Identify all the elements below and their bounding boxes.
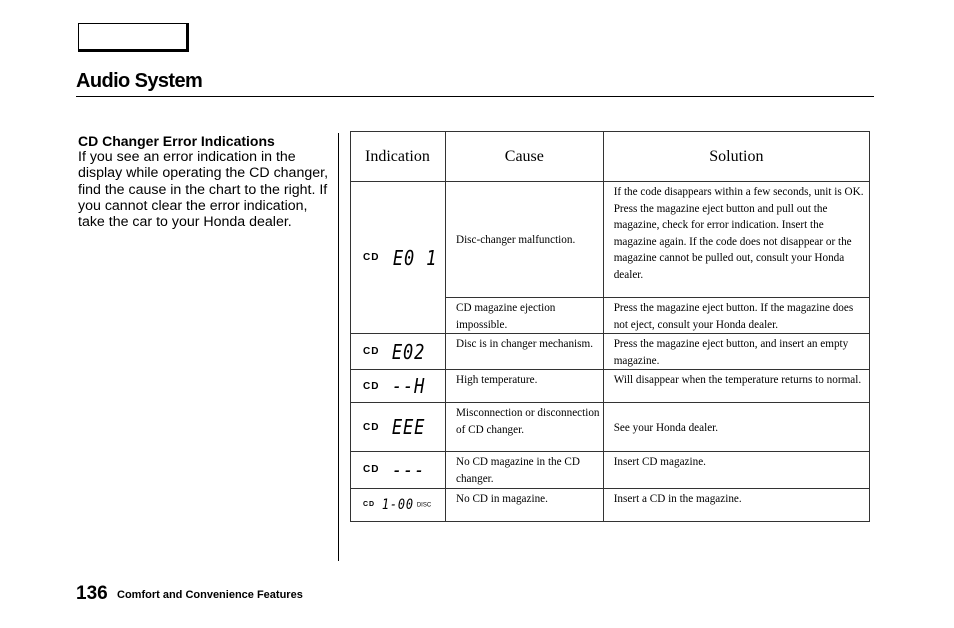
solution-cell: See your Honda dealer. bbox=[603, 403, 869, 452]
indication-cell bbox=[351, 334, 446, 370]
solution-cell: Press the magazine eject button, and insert an empty magazine. bbox=[603, 334, 869, 370]
title-divider bbox=[76, 96, 874, 97]
cause-cell: CD magazine ejection impossible. bbox=[445, 298, 603, 334]
section-subtitle: CD Changer Error Indications bbox=[78, 133, 275, 149]
cause-cell: Disc is in changer mechanism. bbox=[445, 334, 603, 370]
table-row bbox=[351, 334, 870, 370]
intro-paragraph: If you see an error indication in the display while operating the CD changer, find the cause in the chart to the right. If you cannot clear the error indication, take the car to your Honda dealer. bbox=[78, 149, 329, 231]
solution-cell: Insert a CD in the magazine. bbox=[603, 488, 869, 521]
indication-cell bbox=[351, 370, 446, 403]
table-row bbox=[351, 403, 870, 452]
table-row bbox=[351, 452, 870, 488]
indication-cell bbox=[351, 452, 446, 488]
table-header-row bbox=[351, 132, 870, 182]
column-divider bbox=[338, 133, 339, 561]
header-solution: Solution bbox=[603, 132, 869, 182]
cause-cell: No CD in magazine. bbox=[445, 488, 603, 521]
error-code: --- bbox=[392, 457, 426, 482]
solution-cell: Will disappear when the temperature returns to normal. bbox=[603, 370, 869, 403]
solution-cell: If the code disappears within a few seconds, unit is OK. Press the magazine eject button and pull out the magazine, check for error indication. Insert the magazine again. If the code does not disappear or the magazine cannot be pulled out, consult your Honda dealer. bbox=[603, 182, 869, 298]
solution-cell: Press the magazine eject button. If the magazine does not eject, consult your Honda dealer. bbox=[603, 298, 869, 334]
page-number: 136 bbox=[76, 583, 108, 604]
table-row bbox=[351, 370, 870, 403]
cd-label: CD bbox=[363, 346, 380, 358]
error-code: --H bbox=[392, 374, 426, 399]
cd-label: CD bbox=[363, 421, 380, 433]
table-row bbox=[351, 488, 870, 521]
solution-cell: Insert CD magazine. bbox=[603, 452, 869, 488]
error-indications-table bbox=[350, 131, 870, 522]
header-cause: Cause bbox=[445, 132, 603, 182]
header-indication: Indication bbox=[351, 132, 446, 182]
disc-label: DISC bbox=[416, 501, 432, 508]
indication-cell bbox=[351, 403, 446, 452]
cd-label: CD bbox=[363, 380, 380, 392]
indication-cell bbox=[351, 488, 446, 521]
cd-label: CD bbox=[363, 464, 380, 476]
footer-section-label: Comfort and Convenience Features bbox=[117, 589, 303, 601]
error-code: 1-00 bbox=[381, 496, 415, 513]
page-title: Audio System bbox=[76, 70, 203, 92]
cause-cell: High temperature. bbox=[445, 370, 603, 403]
error-code: EEE bbox=[392, 415, 426, 440]
cd-label: CD bbox=[363, 501, 376, 509]
cause-cell: No CD magazine in the CD changer. bbox=[445, 452, 603, 488]
cause-cell: Disc-changer malfunction. bbox=[445, 182, 603, 298]
error-code: E02 bbox=[392, 339, 426, 364]
indication-cell bbox=[351, 182, 446, 334]
cd-label: CD bbox=[363, 252, 380, 264]
error-code: E0 1 bbox=[393, 245, 438, 270]
section-tab-box bbox=[78, 23, 189, 52]
cause-cell: Misconnection or disconnection of CD changer. bbox=[445, 403, 603, 452]
table-row bbox=[351, 182, 870, 298]
